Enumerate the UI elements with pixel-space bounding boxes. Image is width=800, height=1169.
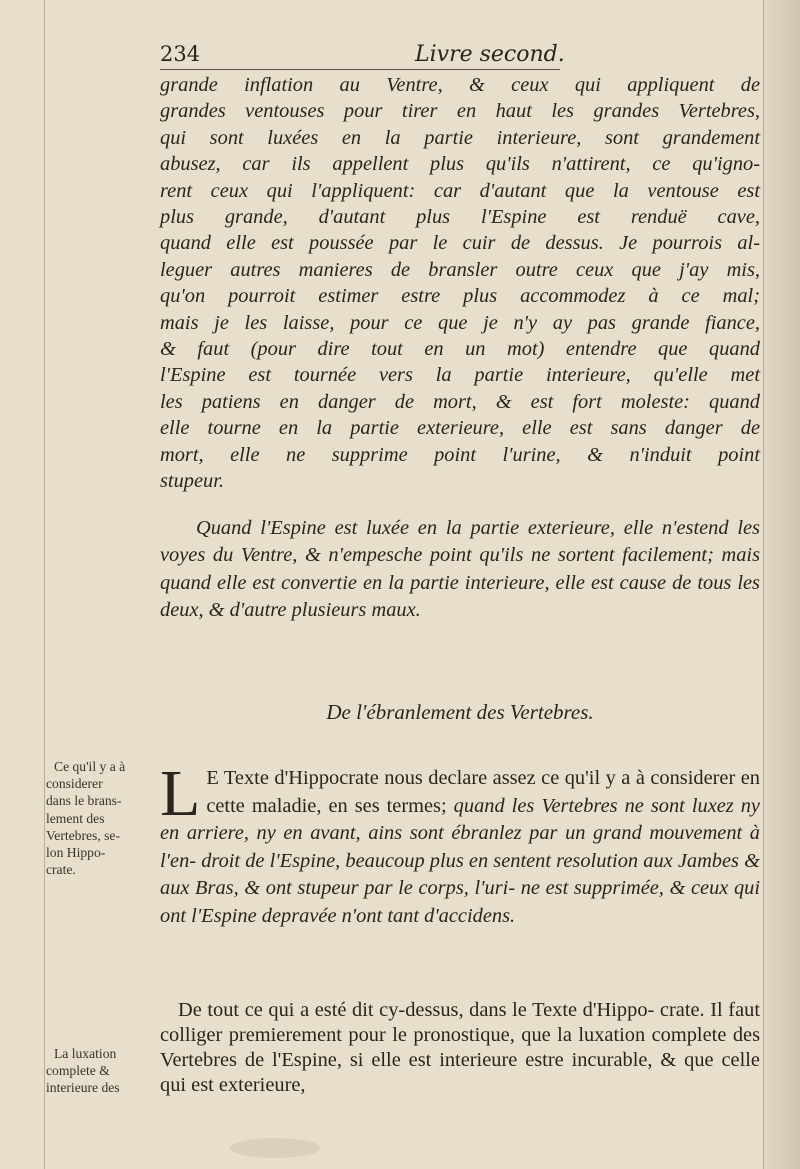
margin-note-line: dans le brans-: [46, 793, 122, 809]
text-line: a à considerer en cette maladie, en ses termes;: [206, 767, 760, 817]
margin-note-line: interieure des: [46, 1080, 120, 1096]
text-line: interieure estre incurable, & que celle qui est exterieure,: [160, 1049, 760, 1096]
margin-note-line: Ce qu'il y a à: [54, 759, 126, 774]
margin-note-2: [46, 1045, 152, 1097]
text-line: leguer autres manieres de bransler outre ceux que j'ay mis,: [160, 258, 760, 281]
text-line: De tout ce qui a esté dit cy-dessus, dans le Texte d'Hippo-: [178, 999, 660, 1021]
text-line: quand elle est poussée par le cuir de dessus. Je pourrois al-: [160, 232, 760, 255]
text-line: plus grande, d'autant plus l'Espine est renduë cave,: [160, 206, 760, 229]
text-line: & faut (pour dire tout en un mot) entendre que quand: [160, 338, 760, 361]
page-edge: [763, 0, 800, 1169]
text-line: abusez, car ils appellent plus qu'ils n'attirent, ce qu'igno-: [160, 153, 760, 176]
text-line: Quand l'Espine est luxée en la partie exterieure, elle: [196, 517, 662, 539]
margin-note-1: [46, 758, 152, 878]
text-line: qu'on pourroit estimer estre plus accommodez à ce mal;: [160, 285, 760, 308]
margin-note-line: considerer: [46, 776, 103, 792]
text-line: mort, elle ne supprime point l'urine, & n'induit point: [160, 443, 760, 466]
section-2-text: [160, 757, 760, 930]
text-line: rent ceux qui l'appliquent: car d'autant que la ventouse est: [160, 179, 760, 202]
text-line: elle tourne en la partie exterieure, elle est sans danger de: [160, 417, 760, 440]
text-line: la luxation complete des Vertebres de l'Espine, si elle est: [160, 1024, 761, 1071]
paper-stain: [230, 1138, 320, 1158]
text-line: stupeur.: [160, 470, 225, 493]
text-line: n'estend les voyes du Ventre, & n'empesche point qu'ils: [160, 517, 760, 567]
margin-note-line: Vertebres, se-: [46, 827, 120, 843]
header-rule: [160, 69, 560, 70]
text-line: les patiens en danger de mort, & est fort moleste: quand: [160, 390, 760, 413]
page-number: 234: [160, 42, 201, 66]
text-line: grandes ventouses pour tirer en haut les grandes Vertebres,: [160, 100, 760, 123]
text-line: Jambes & aux Bras, & ont stupeur par le corps, l'uri-: [160, 849, 760, 899]
drop-cap: L: [160, 757, 201, 830]
text-line: ne est supprimée, & ceux qui ont l'Espine depravée n'ont: [160, 877, 760, 927]
text-line: qui sont luxées en la partie interieure, sont grandement: [160, 126, 760, 149]
text-line: l'Espine est tournée vers la partie interieure, qu'elle met: [160, 364, 760, 387]
margin-note-line: complete &: [46, 1063, 110, 1079]
paragraph-2: [160, 515, 760, 625]
text-line: ne sortent facilement; mais quand elle est convertie en la: [160, 544, 761, 594]
paragraph-4: [160, 998, 760, 1098]
text-line: plusieurs maux.: [291, 599, 421, 622]
text-line: crate. Il faut colliger premierement pour le pronostique, que: [160, 999, 760, 1046]
text-line: E Texte d'Hippocrate nous declare assez ce qu'il y: [206, 767, 622, 789]
gutter-line: [44, 0, 45, 1169]
text-line: grande inflation au Ventre, & ceux qui appliquent de: [160, 74, 760, 96]
page-header: [160, 42, 750, 70]
text-line: tant d'accidens.: [387, 904, 516, 927]
text-line: droit de l'Espine, beaucoup plus en sentent resolution aux: [201, 849, 678, 872]
margin-note-line: La luxation: [54, 1046, 117, 1061]
section-heading: De l'ébranlement des Vertebres.: [326, 700, 594, 724]
running-title: Livre second.: [415, 42, 565, 67]
margin-note-line: lon Hippo-: [46, 845, 106, 861]
text-line: avant, ains sont ébranlez par un grand mouvement à l'en-: [160, 822, 760, 872]
margin-note-line: lement des: [46, 810, 105, 826]
text-line: partie interieure, elle est cause de tous les deux, & d'autre: [160, 571, 760, 622]
text-line: quand les Vertebres ne sont luxez ny en arriere, ny en: [160, 794, 760, 844]
margin-note-line: crate.: [46, 862, 76, 878]
text-line: mais je les laisse, pour ce que je n'y ay pas grande fiance,: [160, 311, 760, 334]
paragraph-1: [160, 72, 760, 495]
